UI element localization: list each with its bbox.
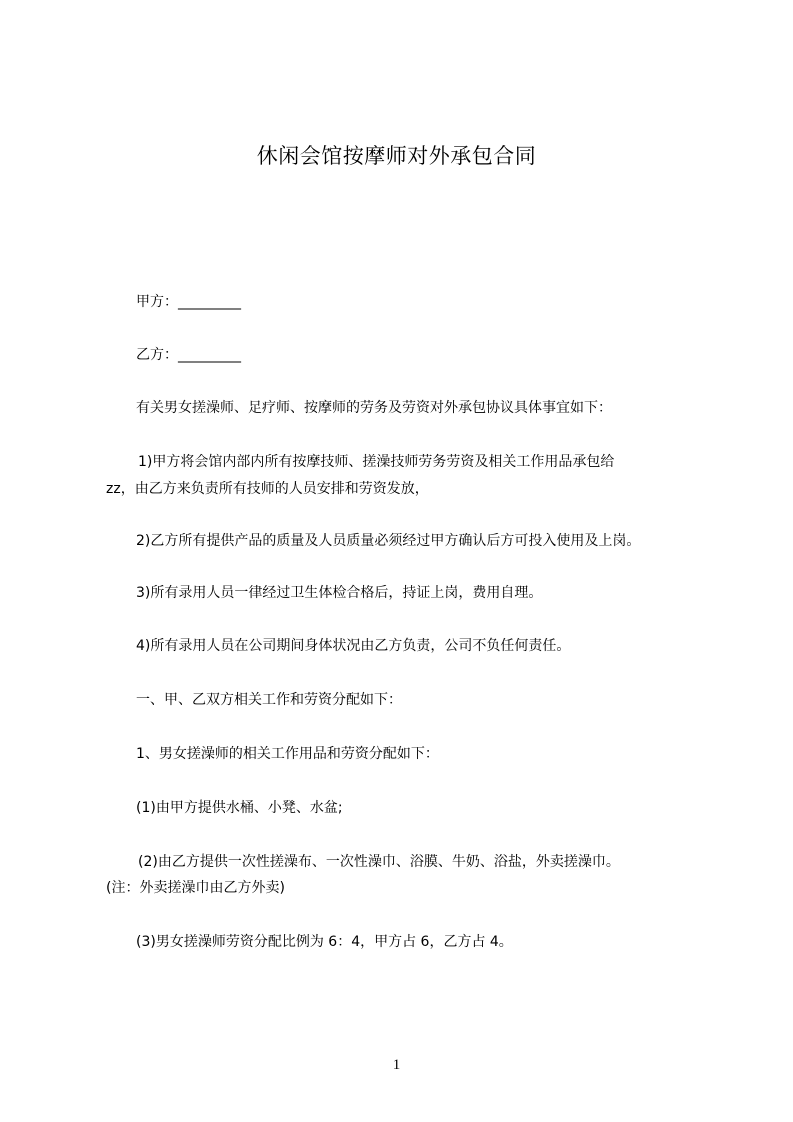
clause-2: 2)乙方所有提供产品的质量及人员质量必须经过甲方确认后方可投入使用及上岗。 bbox=[136, 533, 641, 549]
party-b-line: 乙方：_________ bbox=[136, 347, 241, 363]
clause-1-line-2: zz，由乙方来负责所有技师的人员安排和劳资发放， bbox=[106, 481, 429, 497]
section-heading-1: 一、甲、乙双方相关工作和劳资分配如下： bbox=[136, 692, 402, 708]
intro-paragraph: 有关男女搓澡师、足疗师、按摩师的劳务及劳资对外承包协议具体事宜如下： bbox=[136, 400, 612, 416]
item-3: (3)男女搓澡师劳资分配比例为 6：4，甲方占 6，乙方占 4。 bbox=[136, 934, 513, 950]
document-title: 休闲会馆按摩师对外承包合同 bbox=[256, 144, 537, 168]
clause-4: 4)所有录用人员在公司期间身体状况由乙方负责，公司不负任何责任。 bbox=[136, 638, 571, 654]
clause-3: 3)所有录用人员一律经过卫生体检合格后，持证上岗，费用自理。 bbox=[136, 585, 543, 601]
item-2-line-1: (2)由乙方提供一次性搓澡布、一次性澡巾、浴膜、牛奶、浴盐，外卖搓澡巾。 bbox=[138, 854, 620, 870]
item-2-line-2: (注：外卖搓澡巾由乙方外卖) bbox=[106, 880, 285, 896]
clause-1-line-1: 1)甲方将会馆内部内所有按摩技师、搓澡技师劳务劳资及相关工作用品承包给 bbox=[138, 454, 615, 470]
page-number: 1 bbox=[392, 1057, 401, 1073]
party-a-line: 甲方：_________ bbox=[136, 294, 241, 310]
subsection-heading-1: 1、男女搓澡师的相关工作用品和劳资分配如下： bbox=[136, 746, 439, 762]
item-1: (1)由甲方提供水桶、小凳、水盆; bbox=[136, 800, 343, 816]
